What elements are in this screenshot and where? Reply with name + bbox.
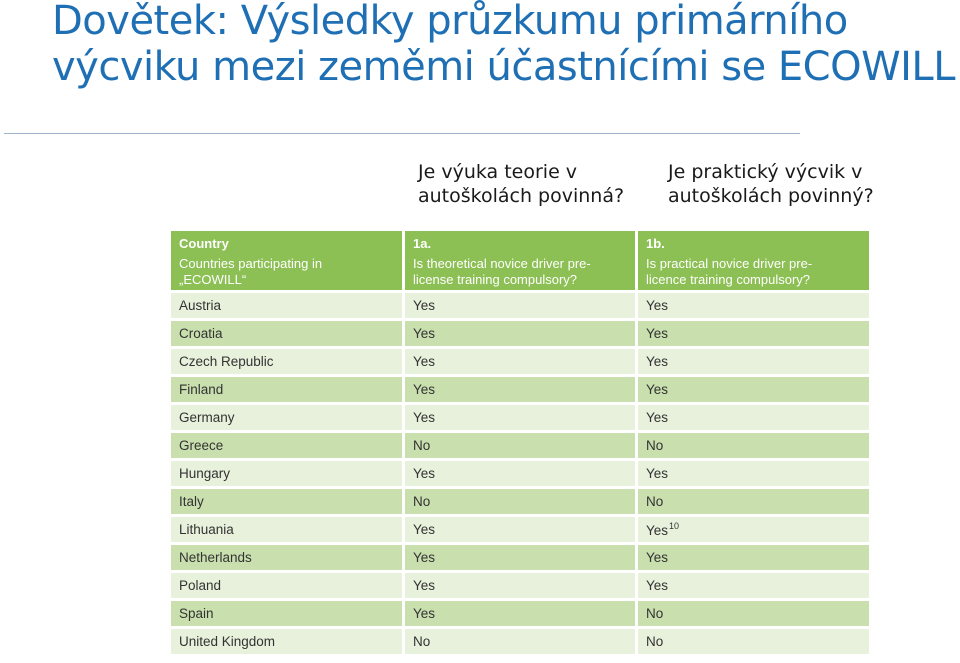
country-cell [171, 377, 402, 402]
practice-compulsory-cell [638, 321, 869, 346]
theory-compulsory-cell-text: Yes [413, 354, 436, 369]
practice-compulsory-cell-text: Yes [646, 578, 669, 593]
header-country [171, 231, 402, 290]
practice-compulsory-cell [638, 489, 869, 514]
theory-compulsory-cell [405, 405, 635, 430]
country-cell [171, 321, 402, 346]
practice-compulsory-cell-text: Yes [646, 466, 669, 481]
question-1a-heading [418, 160, 624, 208]
question-1b-heading [668, 160, 874, 208]
practice-compulsory-cell-text: Yes [646, 354, 669, 369]
question-1a-line-1: Je výuka teorie v [418, 161, 578, 183]
practice-compulsory-cell-text: No [646, 634, 664, 649]
table-row [171, 321, 869, 346]
title-divider [4, 133, 800, 134]
slide-title [52, 0, 957, 90]
practice-compulsory-cell [638, 461, 869, 486]
question-1a-line-2: autoškolách povinná? [418, 185, 625, 207]
header-1b [638, 231, 869, 290]
practice-compulsory-cell [638, 545, 869, 570]
country-cell-text: Spain [179, 606, 214, 621]
table-row [171, 517, 869, 542]
table-row [171, 405, 869, 430]
country-cell [171, 433, 402, 458]
practice-compulsory-cell [638, 629, 869, 654]
theory-compulsory-cell [405, 377, 635, 402]
theory-compulsory-cell [405, 601, 635, 626]
slide-title-line-1: Dovětek: Výsledky průzkumu primárního [52, 0, 848, 44]
country-cell [171, 601, 402, 626]
theory-compulsory-cell-text: No [413, 438, 431, 453]
table-row [171, 573, 869, 598]
practice-compulsory-cell [638, 433, 869, 458]
theory-compulsory-cell [405, 321, 635, 346]
practice-compulsory-cell-text: Yes [646, 523, 669, 538]
survey-results-table [168, 228, 872, 657]
header-1a-sub-2: license training compulsory? [413, 272, 578, 287]
table-row [171, 293, 869, 318]
header-1b-sub-2: licence training compulsory? [646, 272, 811, 287]
country-cell-text: Germany [179, 410, 235, 425]
theory-compulsory-cell [405, 433, 635, 458]
table-row [171, 489, 869, 514]
practice-compulsory-cell-text: Yes [646, 326, 669, 341]
practice-compulsory-cell [638, 293, 869, 318]
country-cell-text: Italy [179, 494, 204, 509]
theory-compulsory-cell-text: Yes [413, 606, 436, 621]
practice-compulsory-cell-text: No [646, 606, 664, 621]
table-row [171, 545, 869, 570]
table-row [171, 461, 869, 486]
country-cell [171, 405, 402, 430]
country-cell [171, 461, 402, 486]
header-country-sub-2: „ECOWILL“ [179, 272, 247, 287]
header-1b-title: 1b. [646, 236, 665, 251]
country-cell-text: Croatia [179, 326, 223, 341]
practice-compulsory-cell-text: Yes [646, 410, 669, 425]
table-row [171, 629, 869, 654]
practice-compulsory-cell-text: Yes [646, 298, 669, 313]
country-cell-text: Poland [179, 578, 222, 593]
theory-compulsory-cell [405, 293, 635, 318]
practice-compulsory-cell-text: No [646, 494, 664, 509]
table-header-row [171, 231, 869, 290]
theory-compulsory-cell-text: Yes [413, 578, 436, 593]
country-cell-text: Austria [179, 298, 222, 313]
table-row [171, 601, 869, 626]
footnote-marker: 10 [669, 521, 680, 531]
country-cell [171, 517, 402, 542]
table-row [171, 349, 869, 374]
theory-compulsory-cell-text: Yes [413, 522, 436, 537]
question-1b-line-2: autoškolách povinný? [668, 185, 874, 207]
theory-compulsory-cell-text: Yes [413, 326, 436, 341]
header-1a-title: 1a. [413, 236, 432, 251]
practice-compulsory-cell [638, 517, 869, 542]
country-cell [171, 293, 402, 318]
header-country-title: Country [179, 236, 229, 251]
theory-compulsory-cell-text: No [413, 494, 431, 509]
country-cell-text: Lithuania [179, 522, 234, 537]
country-cell [171, 629, 402, 654]
theory-compulsory-cell-text: Yes [413, 298, 436, 313]
country-cell-text: Czech Republic [179, 354, 274, 369]
theory-compulsory-cell [405, 349, 635, 374]
country-cell-text: Netherlands [179, 550, 252, 565]
theory-compulsory-cell-text: Yes [413, 410, 436, 425]
theory-compulsory-cell-text: No [413, 634, 431, 649]
practice-compulsory-cell-text: Yes [646, 382, 669, 397]
header-country-sub-1: Countries participating in [179, 256, 323, 271]
practice-compulsory-cell [638, 405, 869, 430]
country-cell [171, 349, 402, 374]
table-row [171, 377, 869, 402]
practice-compulsory-cell [638, 349, 869, 374]
theory-compulsory-cell [405, 461, 635, 486]
question-1b-line-1: Je praktický výcvik v [668, 161, 863, 183]
country-cell [171, 573, 402, 598]
country-cell-text: Finland [179, 382, 224, 397]
theory-compulsory-cell [405, 489, 635, 514]
country-cell-text: Hungary [179, 466, 231, 481]
theory-compulsory-cell [405, 517, 635, 542]
country-cell [171, 489, 402, 514]
country-cell-text: Greece [179, 438, 224, 453]
theory-compulsory-cell [405, 545, 635, 570]
country-cell [171, 545, 402, 570]
practice-compulsory-cell [638, 601, 869, 626]
country-cell-text: United Kingdom [179, 634, 276, 649]
theory-compulsory-cell [405, 573, 635, 598]
practice-compulsory-cell [638, 377, 869, 402]
theory-compulsory-cell [405, 629, 635, 654]
practice-compulsory-cell-text: No [646, 438, 664, 453]
practice-compulsory-cell [638, 573, 869, 598]
slide-title-line-2: výcviku mezi zeměmi účastnícími se ECOWILL [52, 44, 956, 90]
header-1b-sub-1: Is practical novice driver pre- [646, 256, 813, 271]
theory-compulsory-cell-text: Yes [413, 466, 436, 481]
practice-compulsory-cell-text: Yes [646, 550, 669, 565]
theory-compulsory-cell-text: Yes [413, 550, 436, 565]
table-row [171, 433, 869, 458]
header-1a [405, 231, 635, 290]
header-1a-sub-1: Is theoretical novice driver pre- [413, 256, 591, 271]
theory-compulsory-cell-text: Yes [413, 382, 436, 397]
